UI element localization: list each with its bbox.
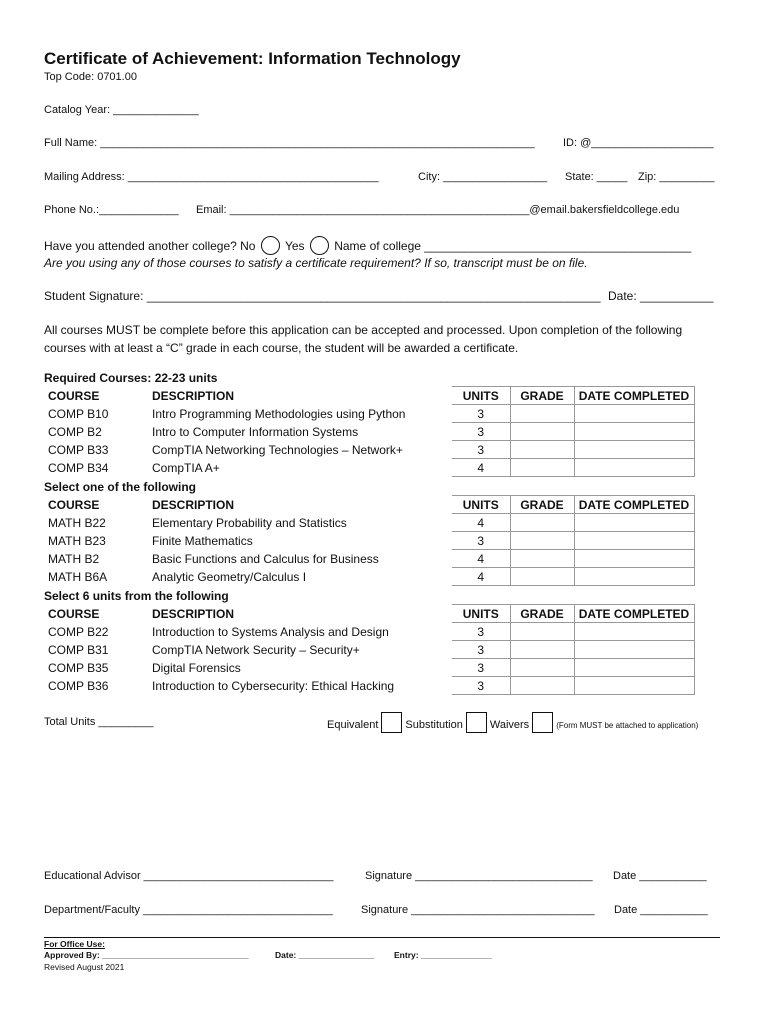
grade-cell[interactable]	[510, 623, 574, 641]
section-heading-required: Required Courses: 22-23 units	[44, 371, 218, 385]
table-row	[44, 641, 694, 659]
waiver-options	[327, 712, 698, 733]
date-completed-cell[interactable]	[574, 623, 694, 641]
grade-cell[interactable]	[510, 550, 574, 568]
email-field[interactable]: Email: _________________________________________________@email.bakersfieldcollege.edu	[196, 204, 680, 216]
date-completed-cell[interactable]	[574, 423, 694, 441]
advisor-date-field[interactable]: Date ___________	[613, 870, 707, 882]
substitution-label: Substitution	[405, 719, 463, 731]
table-row	[44, 405, 694, 423]
table-row	[44, 423, 694, 441]
course-description: Digital Forensics	[152, 660, 241, 675]
course-code: COMP B31	[48, 642, 109, 657]
col-description: DESCRIPTION	[152, 497, 235, 512]
grade-cell[interactable]	[510, 532, 574, 550]
office-date-field[interactable]: Date: ________________	[275, 950, 375, 960]
col-units: UNITS	[452, 605, 510, 623]
col-date-completed: DATE COMPLETED	[574, 387, 694, 405]
transcript-question: Are you using any of those courses to satisfy a certificate requirement? If so, transcript must be on file.	[44, 256, 588, 270]
math-courses-table	[44, 495, 695, 586]
substitution-checkbox[interactable]	[466, 712, 487, 733]
table-row	[44, 659, 694, 677]
table-row	[44, 677, 694, 695]
course-description: Analytic Geometry/Calculus I	[152, 569, 307, 584]
course-units: 3	[452, 423, 510, 441]
course-description: CompTIA Networking Technologies – Network+	[152, 442, 403, 457]
date-completed-cell[interactable]	[574, 550, 694, 568]
course-units: 3	[452, 641, 510, 659]
course-units: 4	[452, 568, 510, 586]
advisor-signature-field[interactable]: Signature _____________________________	[365, 870, 593, 882]
col-units: UNITS	[452, 387, 510, 405]
office-use-heading: For Office Use:	[44, 939, 105, 949]
course-code: COMP B34	[48, 460, 109, 475]
course-description: CompTIA Network Security – Security+	[152, 642, 360, 657]
total-units-field[interactable]: Total Units _________	[44, 716, 154, 728]
required-courses-table	[44, 386, 695, 477]
course-description: Basic Functions and Calculus for Business	[152, 551, 379, 566]
attended-college-question	[44, 236, 691, 255]
student-signature-date-field[interactable]: Date: ___________	[608, 289, 714, 303]
course-code: COMP B2	[48, 424, 102, 439]
no-radio[interactable]	[261, 236, 280, 255]
table-header-row	[44, 496, 694, 514]
date-completed-cell[interactable]	[574, 459, 694, 477]
course-units: 3	[452, 532, 510, 550]
col-grade: GRADE	[510, 496, 574, 514]
zip-field[interactable]: Zip: _________	[638, 171, 715, 183]
table-row	[44, 568, 694, 586]
grade-cell[interactable]	[510, 405, 574, 423]
course-code: MATH B6A	[48, 569, 108, 584]
city-field[interactable]: City: _________________	[418, 171, 548, 183]
grade-cell[interactable]	[510, 514, 574, 532]
form-note: (Form MUST be attached to application)	[556, 721, 699, 730]
grade-cell[interactable]	[510, 568, 574, 586]
notice-line-2: courses with at least a “C” grade in each course, the student will be awarded a certificate.	[44, 341, 519, 355]
table-row	[44, 459, 694, 477]
course-code: COMP B33	[48, 442, 109, 457]
col-units: UNITS	[452, 496, 510, 514]
col-course: COURSE	[48, 388, 100, 403]
col-grade: GRADE	[510, 605, 574, 623]
table-row	[44, 514, 694, 532]
date-completed-cell[interactable]	[574, 659, 694, 677]
course-code: COMP B22	[48, 624, 109, 639]
course-description: Elementary Probability and Statistics	[152, 515, 347, 530]
department-faculty-field[interactable]: Department/Faculty _______________________________	[44, 904, 333, 916]
phone-field[interactable]: Phone No.:_____________	[44, 204, 179, 216]
course-units: 4	[452, 514, 510, 532]
date-completed-cell[interactable]	[574, 514, 694, 532]
grade-cell[interactable]	[510, 659, 574, 677]
page-title: Certificate of Achievement: Information Technology	[44, 49, 461, 68]
table-row	[44, 550, 694, 568]
course-description: Intro Programming Methodologies using Python	[152, 406, 406, 421]
course-description: CompTIA A+	[152, 460, 220, 475]
table-header-row	[44, 605, 694, 623]
date-completed-cell[interactable]	[574, 677, 694, 695]
name-of-college-field[interactable]: Name of college ________________________________________	[334, 239, 692, 253]
state-field[interactable]: State: _____	[565, 171, 628, 183]
student-signature-field[interactable]: Student Signature: ____________________________________________________________________	[44, 289, 601, 303]
waivers-checkbox[interactable]	[532, 712, 553, 733]
course-description: Intro to Computer Information Systems	[152, 424, 359, 439]
course-description: Finite Mathematics	[152, 533, 253, 548]
course-code: MATH B22	[48, 515, 106, 530]
equivalent-checkbox[interactable]	[381, 712, 402, 733]
table-row	[44, 623, 694, 641]
table-row	[44, 441, 694, 459]
course-units: 4	[452, 550, 510, 568]
office-divider	[44, 937, 720, 938]
course-units: 3	[452, 623, 510, 641]
date-completed-cell[interactable]	[574, 568, 694, 586]
course-units: 3	[452, 441, 510, 459]
grade-cell[interactable]	[510, 441, 574, 459]
course-units: 4	[452, 459, 510, 477]
course-code: COMP B36	[48, 678, 109, 693]
course-description: Introduction to Cybersecurity: Ethical Hacking	[152, 678, 395, 693]
col-description: DESCRIPTION	[152, 606, 235, 621]
grade-cell[interactable]	[510, 641, 574, 659]
course-code: MATH B23	[48, 533, 106, 548]
approved-by-field[interactable]: Approved By: _______________________________	[44, 950, 249, 960]
notice-line-1: All courses MUST be complete before this application can be accepted and processed. Upon completion of the following	[44, 323, 683, 337]
course-code: COMP B35	[48, 660, 109, 675]
educational-advisor-field[interactable]: Educational Advisor _______________________________	[44, 870, 334, 882]
entry-field[interactable]: Entry: _______________	[394, 950, 492, 960]
yes-radio[interactable]	[310, 236, 329, 255]
col-date-completed: DATE COMPLETED	[574, 496, 694, 514]
date-completed-cell[interactable]	[574, 405, 694, 423]
grade-cell[interactable]	[510, 459, 574, 477]
col-description: DESCRIPTION	[152, 388, 235, 403]
id-field[interactable]: ID: @____________________	[563, 137, 714, 149]
col-course: COURSE	[48, 497, 100, 512]
section-heading-select-one: Select one of the following	[44, 480, 197, 494]
equivalent-label: Equivalent	[327, 719, 379, 731]
date-completed-cell[interactable]	[574, 641, 694, 659]
course-description: Introduction to Systems Analysis and Design	[152, 624, 389, 639]
waivers-label: Waivers	[489, 719, 530, 731]
course-code: MATH B2	[48, 551, 100, 566]
top-code: Top Code: 0701.00	[44, 71, 137, 83]
section-heading-select-six: Select 6 units from the following	[44, 589, 229, 603]
date-completed-cell[interactable]	[574, 532, 694, 550]
full-name-field[interactable]: Full Name: _______________________________________________________________________	[44, 137, 535, 149]
grade-cell[interactable]	[510, 677, 574, 695]
col-course: COURSE	[48, 606, 100, 621]
department-date-field[interactable]: Date ___________	[614, 904, 708, 916]
date-completed-cell[interactable]	[574, 441, 694, 459]
catalog-year-field[interactable]: Catalog Year: ______________	[44, 104, 199, 116]
course-units: 3	[452, 405, 510, 423]
grade-cell[interactable]	[510, 423, 574, 441]
department-signature-field[interactable]: Signature ______________________________	[361, 904, 595, 916]
yes-label: Yes	[284, 239, 305, 253]
col-date-completed: DATE COMPLETED	[574, 605, 694, 623]
course-units: 3	[452, 677, 510, 695]
table-row	[44, 532, 694, 550]
course-code: COMP B10	[48, 406, 109, 421]
elective-courses-table	[44, 604, 695, 695]
attended-college-label: Have you attended another college? No	[44, 239, 256, 253]
col-grade: GRADE	[510, 387, 574, 405]
revised-date: Revised August 2021	[44, 962, 125, 972]
table-header-row	[44, 387, 694, 405]
course-units: 3	[452, 659, 510, 677]
mailing-address-field[interactable]: Mailing Address: _________________________________________	[44, 171, 379, 183]
